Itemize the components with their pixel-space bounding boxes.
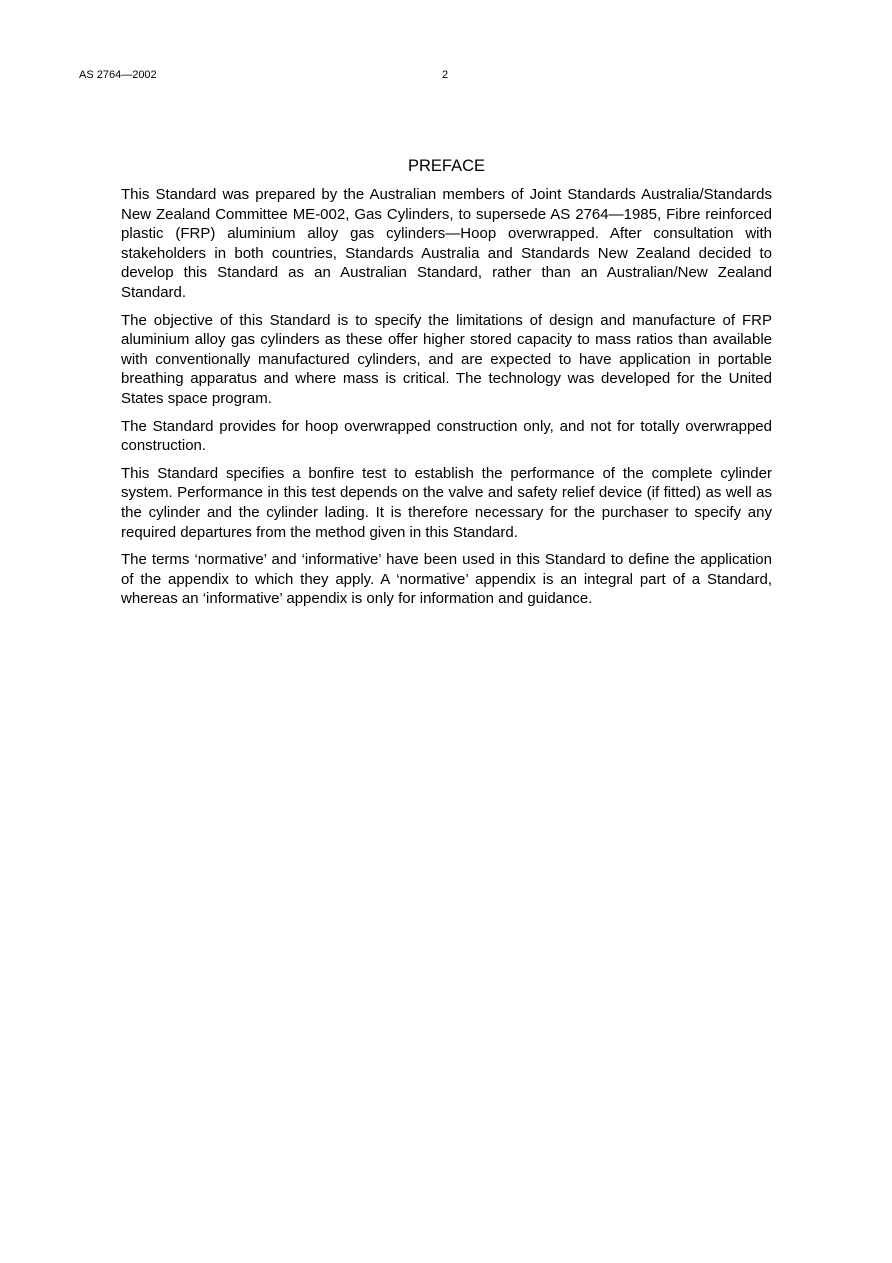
- preface-paragraph-1: This Standard was prepared by the Australian members of Joint Standards Australia/Standards New Zealand Committee ME-002, Gas Cylinders, to supersede AS 2764—1985, Fibre reinforced plastic (FRP) aluminium alloy gas cylinders—Hoop overwrapped. After consultation with stakeholders in both countries, Standards Australia and Standards New Zealand decided to develop this Standard as an Australian Standard, rather than an Australian/New Zealand Standard.: [121, 186, 772, 301]
- running-header: [0, 68, 892, 84]
- document-identifier: AS 2764—2002: [79, 69, 157, 81]
- preface-paragraph-4: This Standard specifies a bonfire test to establish the performance of the complete cylinder system. Performance in this test depends on the valve and safety relief device (if fitted) as well as the cylinder and the cylinder lading. It is therefore necessary for the purchaser to specify any required departures from the method given in this Standard.: [121, 464, 772, 541]
- preface-paragraph-5: The terms ‘normative’ and ‘informative’ have been used in this Standard to define the application of the appendix to which they apply. A ‘normative’ appendix is an integral part of a Standard, whereas an ‘informative’ appendix is only for information and guidance.: [121, 551, 772, 608]
- preface-section: [121, 156, 772, 617]
- preface-paragraph-2: The objective of this Standard is to specify the limitations of design and manufacture of FRP aluminium alloy gas cylinders as these offer higher stored capacity to mass ratios than available with conventionally manufactured cylinders, and are expected to have application in portable breathing apparatus and where mass is critical. The technology was developed for the United States space program.: [121, 311, 772, 407]
- preface-paragraph-3: The Standard provides for hoop overwrapped construction only, and not for totally overwrapped construction.: [121, 417, 772, 455]
- section-title: PREFACE: [407, 157, 486, 175]
- page-number: 2: [442, 69, 449, 81]
